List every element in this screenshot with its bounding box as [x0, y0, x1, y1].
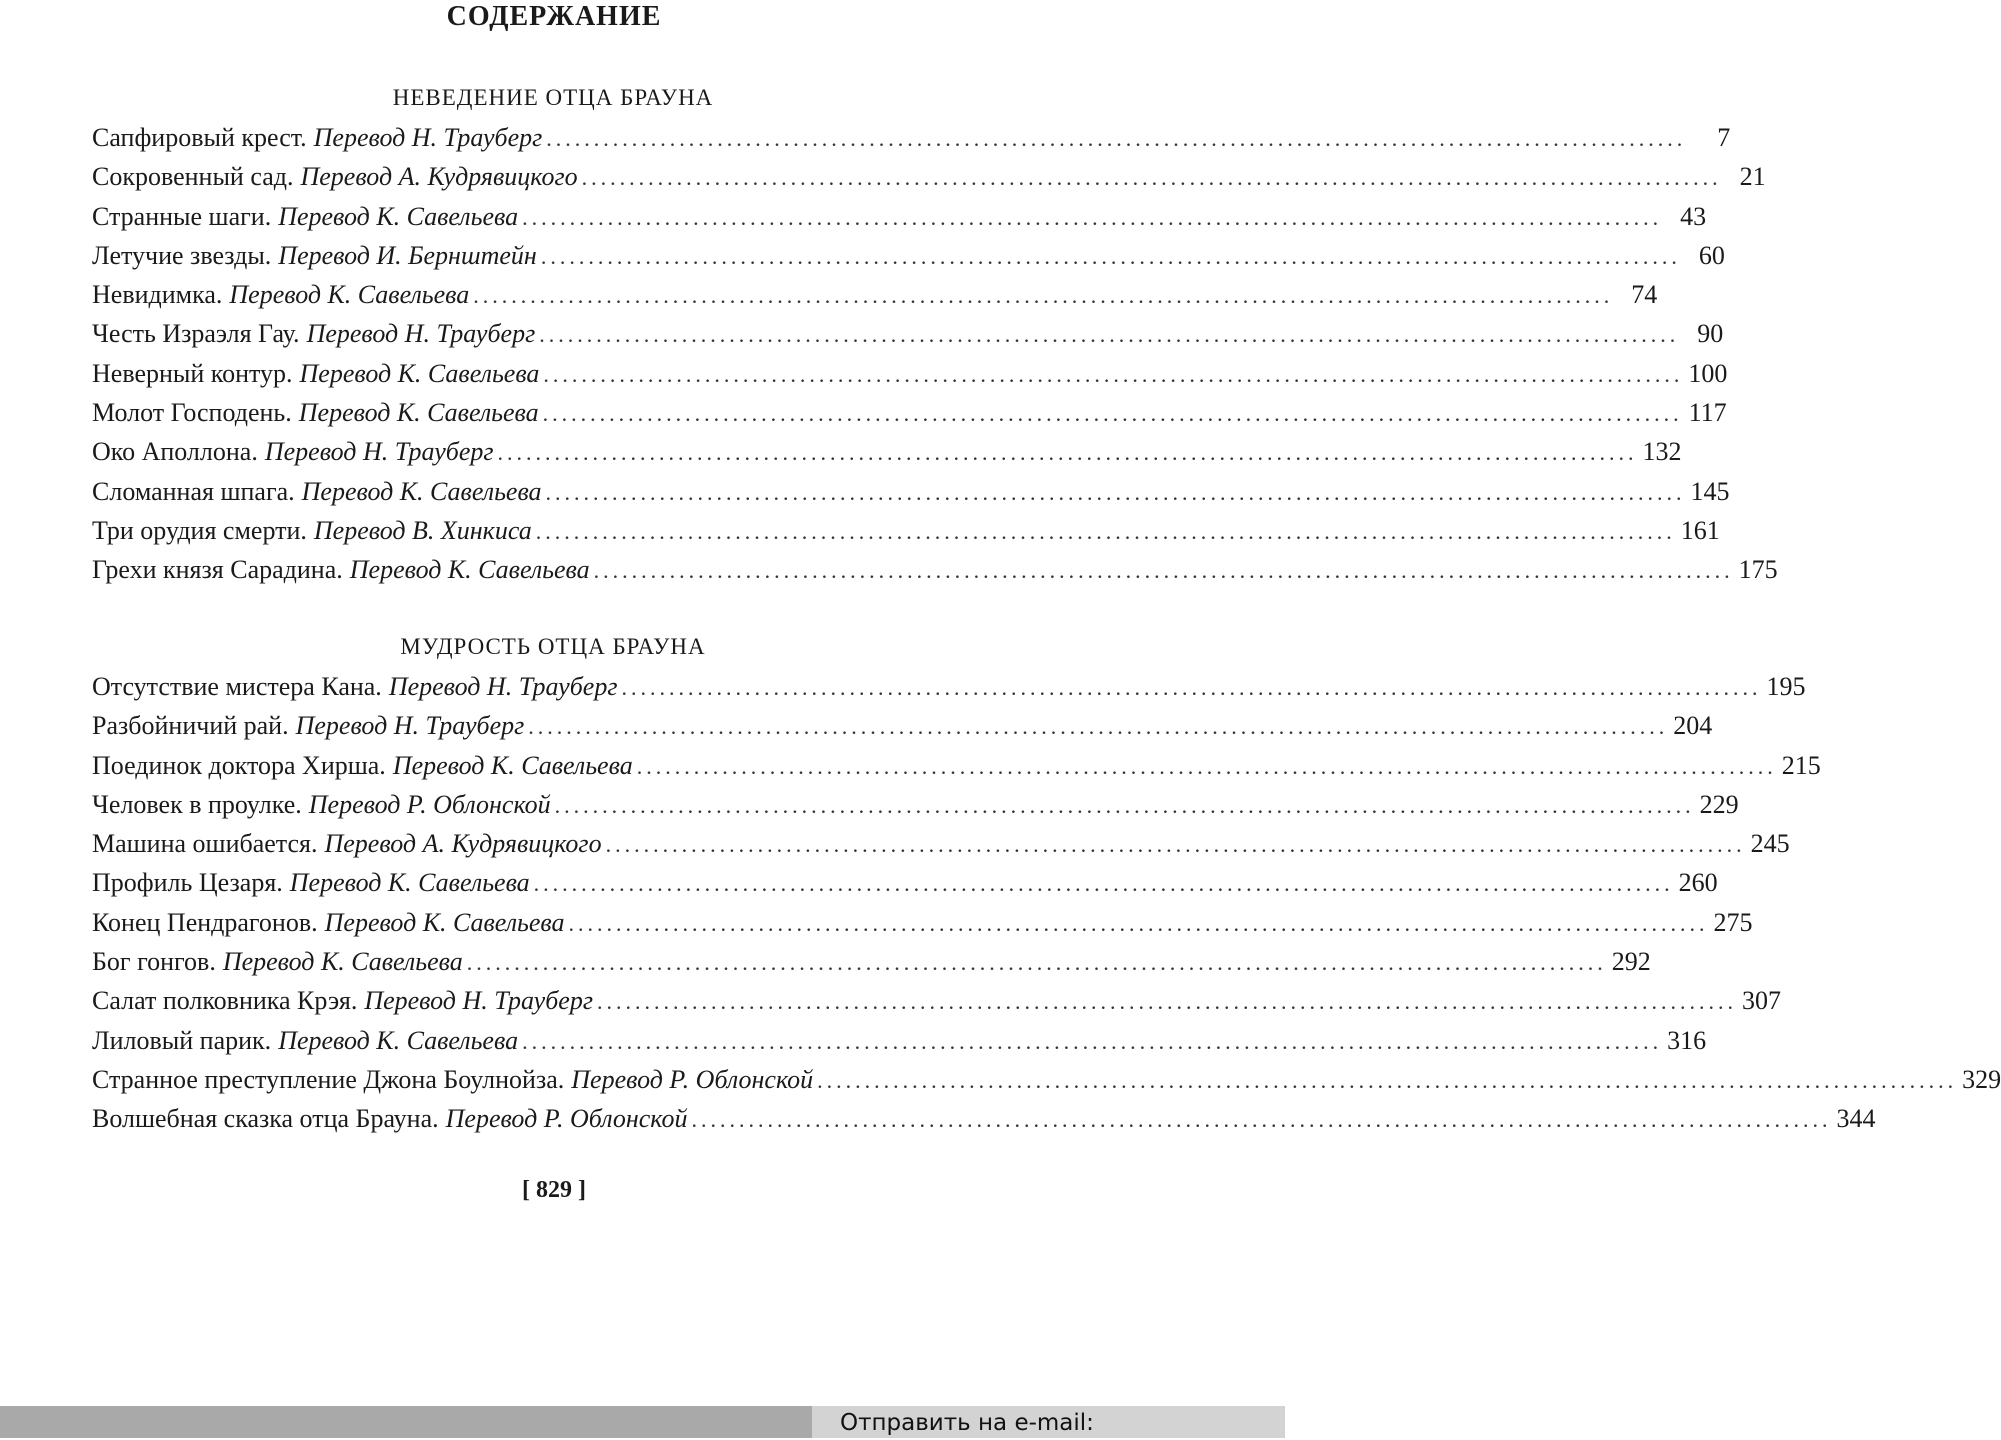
toc-entry-page: 43	[1680, 201, 1707, 231]
toc-list	[92, 667, 2001, 1139]
toc-entry-translator: Перевод К. Савельева	[278, 201, 519, 231]
dot-leader: ........................................................................................................................	[581, 165, 1722, 191]
toc-entry	[92, 157, 1766, 196]
section-heading: МУДРОСТЬ ОТЦА БРАУНА	[400, 634, 706, 659]
toc-entry	[92, 511, 1720, 550]
toc-entry-title: Три орудия смерти.	[92, 515, 307, 545]
toc-entry-page: 74	[1631, 280, 1658, 310]
toc-entry-title: Машина ошибается.	[92, 829, 318, 859]
toc-entry-title: Сапфировый крест.	[92, 123, 307, 152]
toc-entry-title: Сломанная шпага.	[92, 476, 295, 506]
toc-entry-title: Разбойничий рай.	[92, 711, 289, 741]
dot-leader: ........................................................................................................................	[546, 126, 1687, 151]
dot-leader: ........................................................................................................................	[596, 989, 1737, 1015]
dot-leader: ........................................................................................................................	[691, 1107, 1832, 1133]
toc-entry	[92, 667, 1806, 706]
toc-entry	[92, 863, 1718, 902]
toc-entry-page: 329	[1962, 1064, 2001, 1094]
toc-entry-title: Странные шаги.	[92, 201, 272, 231]
toc-entry	[92, 706, 1713, 745]
toc-entry-translator: Перевод В. Хинкиса	[313, 515, 532, 545]
dot-leader: ........................................................................................................................	[542, 401, 1683, 427]
toc-entry-title: Бог гонгов.	[92, 947, 216, 977]
dot-leader: ........................................................................................................................	[540, 243, 1681, 269]
toc-entry-translator: Перевод Н. Трауберг	[364, 986, 593, 1016]
toc-entry	[92, 354, 1728, 393]
toc-entry	[92, 236, 1725, 275]
toc-entry-translator: Перевод И. Бернштейн	[278, 240, 537, 270]
toc-entry	[92, 981, 1781, 1020]
toc-entry-page: 161	[1680, 515, 1720, 545]
toc-entry	[92, 275, 1658, 314]
toc-entry-page: 21	[1739, 162, 1766, 192]
toc-entry-page: 90	[1697, 319, 1724, 349]
dot-leader: ........................................................................................................................	[539, 322, 1680, 348]
dot-leader: ........................................................................................................................	[473, 283, 1614, 309]
toc-entry-page: 7	[1717, 123, 1731, 152]
toc-entry-title: Лиловый парик.	[92, 1025, 272, 1055]
toc-entry-title: Человек в проулке.	[92, 789, 302, 819]
dot-leader: ........................................................................................................................	[621, 675, 1762, 700]
dot-leader: ........................................................................................................................	[522, 1028, 1663, 1054]
toc-entry-page: 260	[1678, 868, 1718, 898]
toc-entry	[92, 197, 1707, 236]
dot-leader: ........................................................................................................................	[535, 518, 1676, 544]
toc-entry-page: 132	[1642, 437, 1682, 467]
toc-entry-page: 245	[1750, 829, 1790, 859]
toc-entry-page: 229	[1699, 789, 1739, 819]
toc-entry-translator: Перевод Н. Трауберг	[388, 672, 618, 701]
toc-entry-title: Конец Пендрагонов.	[92, 907, 318, 937]
toc-section-1	[92, 78, 1778, 590]
toc-entry	[92, 314, 1724, 353]
toc-entry-page: 307	[1741, 986, 1781, 1016]
toc-entry-title: Странное преступление Джона Боулнойза.	[92, 1064, 565, 1094]
toc-entry-title: Молот Господень.	[92, 398, 292, 428]
toc-entry	[92, 1060, 2001, 1099]
toc-entry-translator: Перевод К. Савельева	[298, 398, 539, 428]
page-number: [ 829 ]	[522, 1177, 586, 1203]
toc-entry	[92, 824, 1790, 863]
dot-leader: ........................................................................................................................	[554, 792, 1695, 818]
dot-leader: ........................................................................................................................	[522, 204, 1663, 230]
page-title: СОДЕРЖАНИЕ	[446, 1, 662, 32]
toc-entry-title: Летучие звезды.	[92, 240, 272, 270]
toc-entry-translator: Перевод К. Савельева	[289, 868, 530, 898]
toc-entry-title: Отсутствие мистера Кана.	[92, 672, 382, 701]
dot-leader: ........................................................................................................................	[593, 558, 1734, 584]
section-heading: НЕВЕДЕНИЕ ОТЦА БРАУНА	[392, 85, 714, 110]
toc-entry-translator: Перевод К. Савельева	[222, 947, 463, 977]
dot-leader: ........................................................................................................................	[497, 440, 1638, 466]
toc-entry-title: Сокровенный сад.	[92, 162, 294, 192]
toc-entry-title: Око Аполлона.	[92, 437, 258, 467]
toc-entry-translator: Перевод К. Савельева	[229, 280, 470, 310]
toc-entry-page: 292	[1611, 947, 1651, 977]
toc-entry-page: 175	[1738, 555, 1778, 585]
toc-entry-title: Честь Израэля Гау.	[92, 319, 300, 349]
toc-entry-translator: Перевод А. Кудрявицкого	[300, 162, 578, 192]
toc-entry	[92, 472, 1730, 511]
toc-entry	[92, 942, 1651, 981]
toc-entry-title: Невидимка.	[92, 280, 223, 310]
toc-entry-page: 145	[1690, 476, 1730, 506]
toc-entry-translator: Перевод К. Савельева	[392, 750, 633, 780]
toc-entry	[92, 746, 1821, 785]
toc-entry-translator: Перевод К. Савельева	[324, 907, 565, 937]
toc-entry-page: 275	[1713, 907, 1753, 937]
toc-entry-page: 204	[1673, 711, 1713, 741]
toc-entry-page: 215	[1781, 750, 1821, 780]
toc-entry-page: 344	[1836, 1104, 1876, 1134]
dot-leader: ........................................................................................................................	[545, 479, 1686, 505]
toc-entry-page: 117	[1688, 398, 1727, 428]
toc-entry-title: Волшебная сказка отца Брауна.	[92, 1104, 439, 1134]
toc-entry-translator: Перевод Н. Трауберг	[306, 319, 536, 349]
footer-bar	[0, 1406, 1285, 1438]
toc-entry-title: Салат полковника Крэя.	[92, 986, 358, 1016]
toc-entry	[92, 1021, 1707, 1060]
toc-entry-translator: Перевод Р. Облонской	[571, 1064, 814, 1094]
toc-entry-page: 316	[1667, 1025, 1707, 1055]
toc-entry-page: 100	[1688, 358, 1728, 388]
toc-entry-title: Неверный контур.	[92, 358, 293, 388]
toc-entry-translator: Перевод Н. Трауберг	[313, 123, 543, 152]
dot-leader: ........................................................................................................................	[568, 910, 1709, 936]
toc-section-2	[92, 627, 2001, 1139]
toc-entry-translator: Перевод К. Савельева	[299, 358, 540, 388]
dot-leader: ........................................................................................................................	[466, 950, 1607, 976]
send-email-link[interactable]: Отправить на e-mail:	[812, 1406, 1285, 1438]
toc-entry-translator: Перевод К. Савельева	[301, 476, 542, 506]
toc-entry-translator: Перевод К. Савельева	[349, 555, 590, 585]
toc-entry-title: Грехи князя Сарадина.	[92, 555, 343, 585]
toc-entry-translator: Перевод А. Кудрявицкого	[324, 829, 602, 859]
dot-leader: ........................................................................................................................	[636, 753, 1777, 779]
toc-entry	[92, 550, 1778, 589]
toc-entry-page: 195	[1766, 672, 1806, 701]
toc-entry-translator: Перевод К. Савельева	[278, 1025, 519, 1055]
dot-leader: ........................................................................................................................	[817, 1067, 1958, 1093]
dot-leader: ........................................................................................................................	[543, 361, 1684, 387]
toc-entry-title: Профиль Цезаря.	[92, 868, 283, 898]
toc-entry	[92, 393, 1727, 432]
toc-entry	[92, 785, 1739, 824]
toc-entry	[92, 1099, 1876, 1138]
toc-entry-translator: Перевод Р. Облонской	[445, 1104, 688, 1134]
toc-entry	[92, 903, 1753, 942]
dot-leader: ........................................................................................................................	[605, 832, 1746, 858]
dot-leader: ........................................................................................................................	[533, 871, 1674, 897]
toc-entry-translator: Перевод Н. Трауберг	[264, 437, 494, 467]
toc-list	[92, 118, 1778, 590]
toc-entry-translator: Перевод Р. Облонской	[308, 789, 551, 819]
dot-leader: ........................................................................................................................	[528, 714, 1669, 740]
toc-entry-title: Поединок доктора Хирша.	[92, 750, 386, 780]
toc-entry-page: 60	[1698, 240, 1725, 270]
toc-entry	[92, 118, 1731, 157]
toc-entry	[92, 432, 1682, 471]
toc-entry-translator: Перевод Н. Трауберг	[295, 711, 525, 741]
